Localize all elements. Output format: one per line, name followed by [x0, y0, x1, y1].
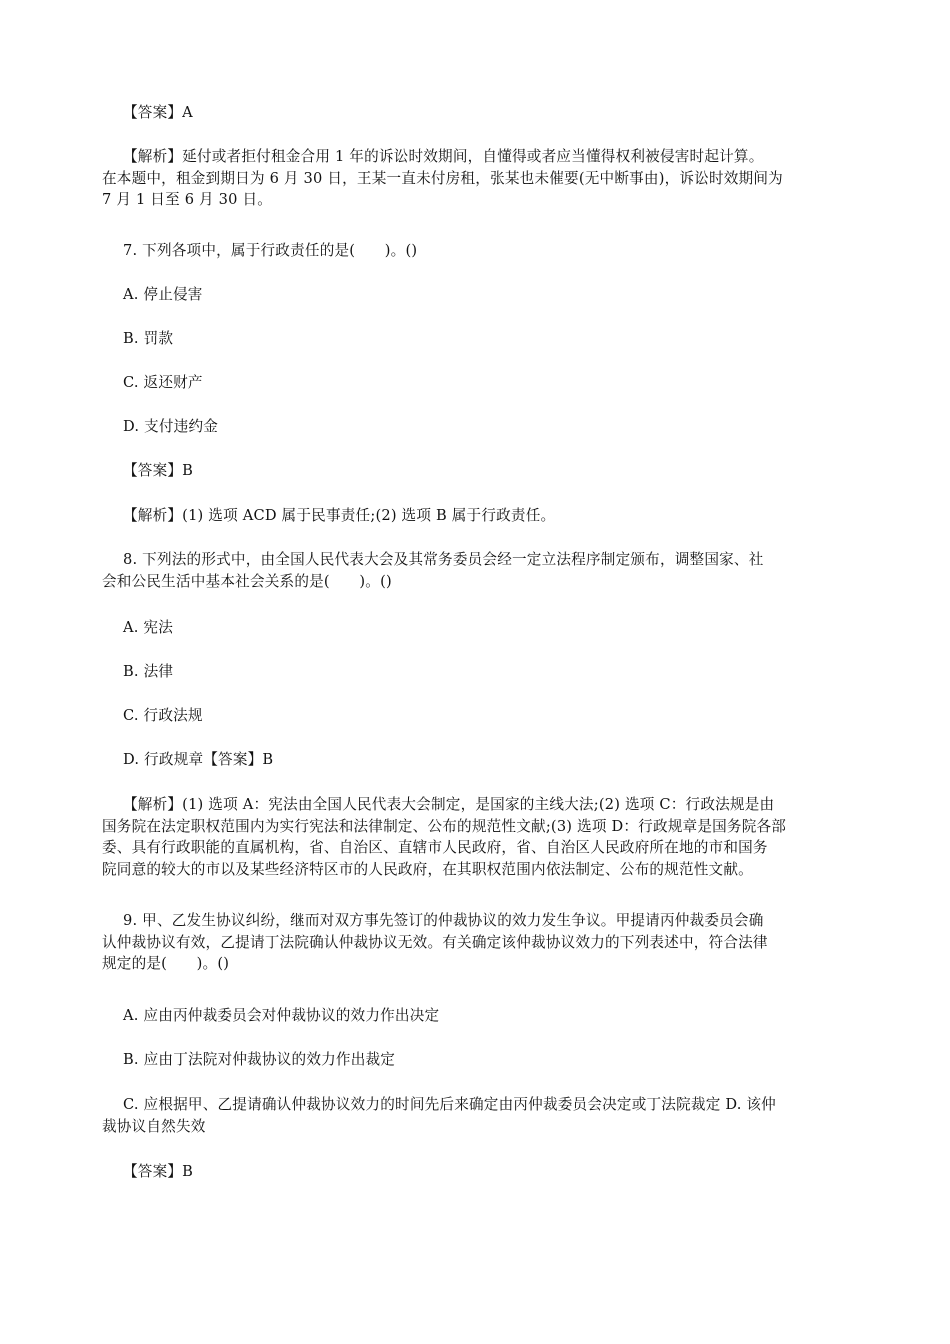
- text-line: B. 法律: [123, 663, 174, 680]
- text-line: C. 返还财产: [123, 374, 203, 391]
- question-7: [123, 240, 835, 262]
- text-line: 7 月 1 日至 6 月 30 日。: [102, 191, 273, 208]
- question-8-option-c: [123, 705, 835, 727]
- text-line: A. 宪法: [123, 619, 174, 636]
- text-line: 9. 甲、乙发生协议纠纷，继而对双方事先签订的仲裁协议的效力发生争议。甲提请丙仲裁委员会确: [123, 912, 764, 929]
- question-8-option-d-and-answer: [123, 749, 835, 771]
- text-line: 国务院在法定职权范围内为实行宪法和法律制定、公布的规范性文献;(3) 选项 D：行政规章是国务院各部: [102, 817, 787, 835]
- text-line: A. 停止侵害: [123, 286, 203, 303]
- text-line: 在本题中，租金到期日为 6 月 30 日，王某一直未付房租，张某也未催要(无中断事由)，诉讼时效期间为: [102, 169, 783, 187]
- answer-9: [123, 1161, 835, 1183]
- text-line: 裁协议自然失效: [102, 1117, 206, 1135]
- question-8-option-b: [123, 661, 835, 683]
- answer-6: [123, 102, 835, 124]
- question-9-option-c-d: [102, 1094, 835, 1137]
- answer-7: [123, 460, 835, 482]
- question-9-option-a: [123, 1005, 835, 1027]
- text-line: C. 行政法规: [123, 707, 203, 724]
- question-8-option-a: [123, 617, 835, 639]
- explanation-6: [102, 146, 835, 211]
- explanation-8: [102, 794, 835, 880]
- text-line: 【解析】(1) 选项 ACD 属于民事责任;(2) 选项 B 属于行政责任。: [123, 507, 556, 524]
- question-7-option-b: [123, 328, 835, 350]
- text-line: 【答案】B: [123, 1163, 194, 1180]
- text-line: D. 支付违约金: [123, 418, 219, 435]
- question-7-option-c: [123, 372, 835, 394]
- question-9-option-b: [123, 1049, 835, 1071]
- text-line: 会和公民生活中基本社会关系的是( )。(): [102, 572, 392, 590]
- text-line: 【解析】(1) 选项 A：宪法由全国人民代表大会制定，是国家的主线大法;(2) 选项 C：行政法规是由: [123, 796, 775, 813]
- question-9: [102, 910, 835, 975]
- text-line: 7. 下列各项中，属于行政责任的是( )。(): [123, 242, 418, 259]
- question-7-option-d: [123, 416, 835, 438]
- text-line: 委、具有行政职能的直属机构，省、自治区、直辖市人民政府，省、自治区人民政府所在地的市和国务: [102, 839, 768, 856]
- text-line: B. 应由丁法院对仲裁协议的效力作出裁定: [123, 1051, 396, 1068]
- question-8: [102, 549, 835, 592]
- text-line: 8. 下列法的形式中，由全国人民代表大会及其常务委员会经一定立法程序制定颁布，调整国家、社: [123, 551, 764, 568]
- explanation-7: [123, 505, 835, 527]
- text-line: 院同意的较大的市以及某些经济特区市的人民政府，在其职权范围内依法制定、公布的规范性文献。: [102, 860, 753, 878]
- text-line: 认仲裁协议有效，乙提请丁法院确认仲裁协议无效。有关确定该仲裁协议效力的下列表述中，符合法律: [102, 933, 768, 951]
- text-line: 【解析】延付或者拒付租金合用 1 年的诉讼时效期间，自懂得或者应当懂得权利被侵害时起计算。: [123, 148, 764, 165]
- text-line: C. 应根据甲、乙提请确认仲裁协议效力的时间先后来确定由丙仲裁委员会决定或丁法院裁定 D. 该仲: [123, 1096, 776, 1113]
- question-7-option-a: [123, 284, 835, 306]
- text-line: 【答案】A: [123, 104, 193, 121]
- text-line: A. 应由丙仲裁委员会对仲裁协议的效力作出决定: [123, 1007, 440, 1024]
- text-line: D. 行政规章【答案】B: [123, 751, 274, 768]
- text-line: 规定的是( )。(): [102, 955, 230, 972]
- text-line: 【答案】B: [123, 462, 194, 479]
- text-line: B. 罚款: [123, 330, 174, 347]
